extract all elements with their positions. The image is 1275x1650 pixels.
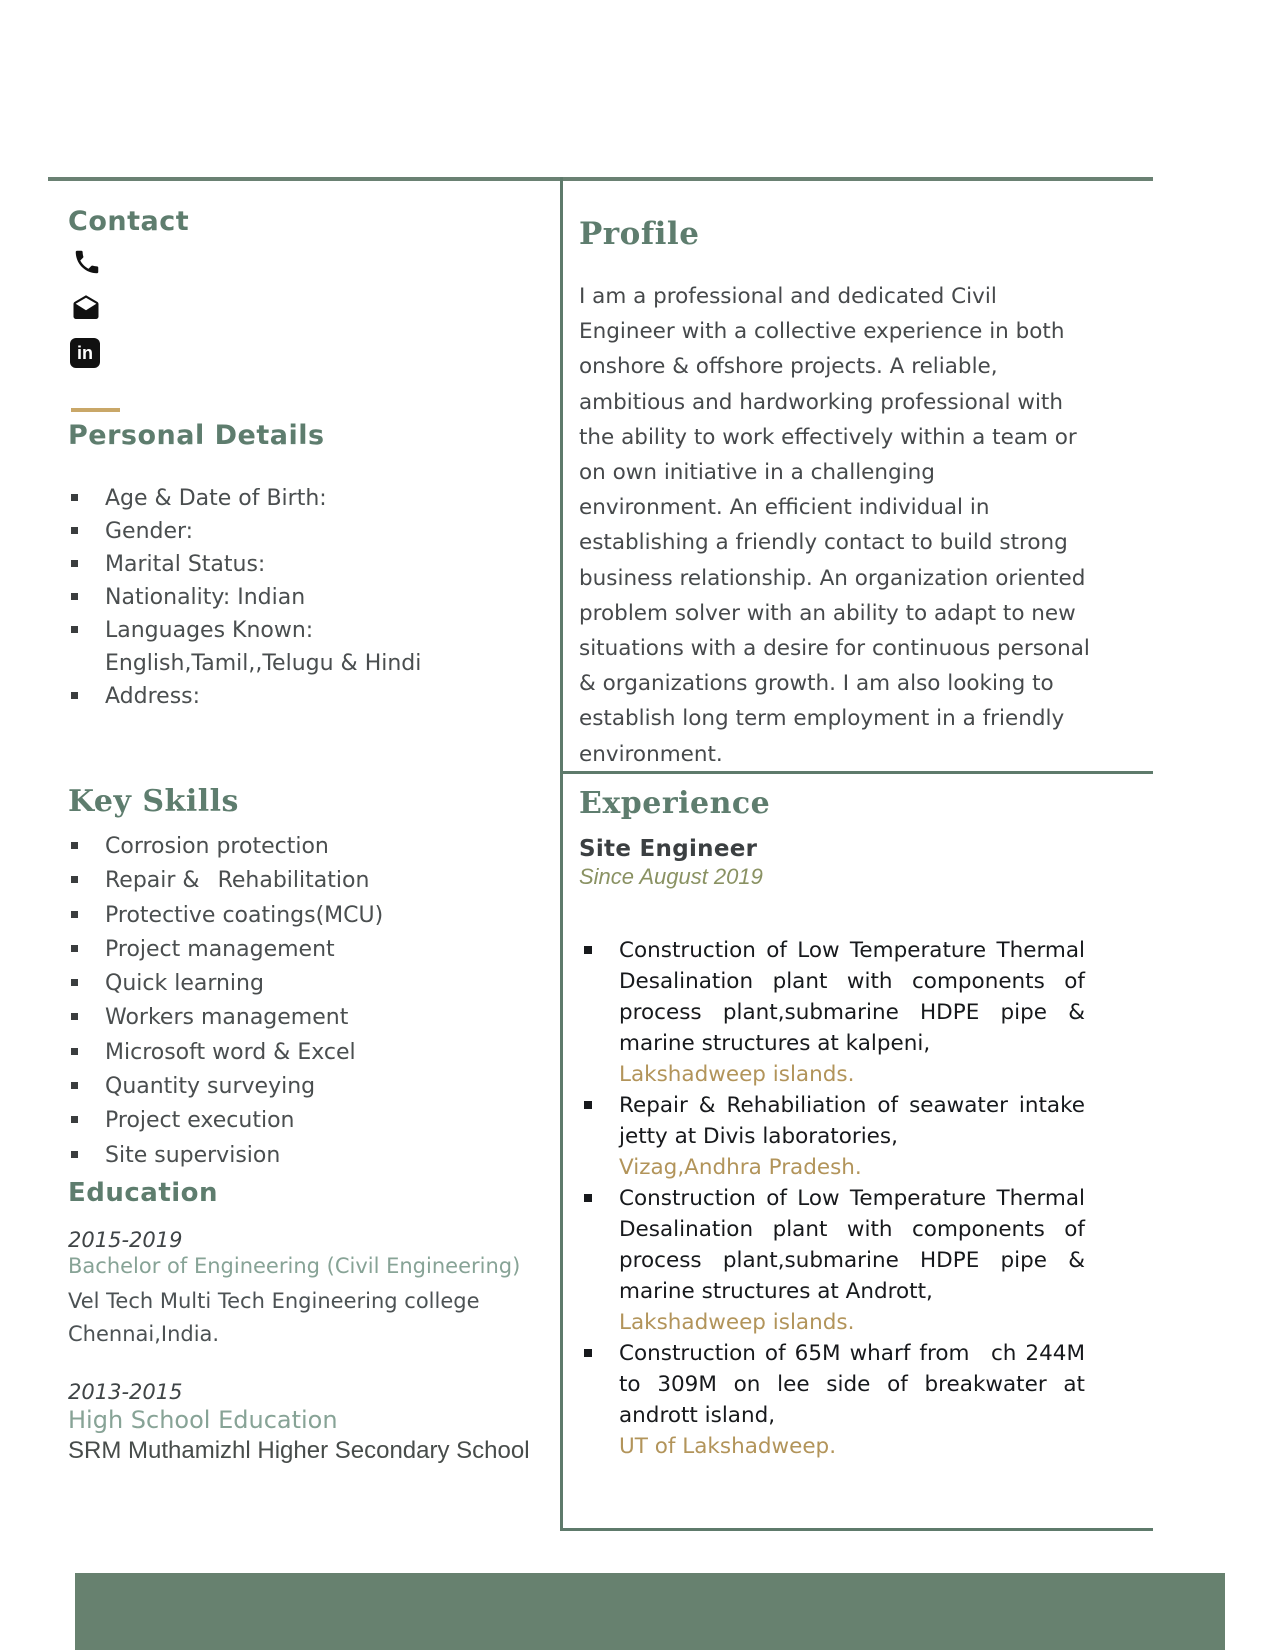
bullet-square-icon	[71, 593, 78, 600]
list-item: Age & Date of Birth:	[68, 482, 421, 515]
bullet-square-icon	[584, 1349, 592, 1357]
experience-bullet	[582, 1338, 1085, 1462]
email-icon-glyph	[70, 294, 102, 324]
experience-line: Construction of Low Temperature Thermal	[619, 1186, 1085, 1211]
personal-details-list	[68, 482, 421, 713]
experience-line: marine structures at Andrott,	[619, 1279, 933, 1304]
education-entry-school: SRM Muthamizhl Higher Secondary School	[68, 1437, 530, 1464]
list-item: Microsoft word & Excel	[68, 1036, 383, 1070]
profile-line: ambitious and hardworking professional with	[579, 389, 1063, 415]
profile-line: Engineer with a collective experience in both	[579, 319, 1065, 345]
linkedin-icon[interactable]: in	[70, 338, 100, 368]
experience-line: Construction of Low Temperature Thermal	[619, 938, 1085, 963]
education-entry-years: 2013-2015	[68, 1380, 183, 1404]
profile-line: establishing a friendly contact to build strong	[579, 530, 1068, 556]
education-entry-location: Chennai,India.	[68, 1322, 220, 1346]
phone-icon-glyph	[72, 247, 102, 277]
bullet-square-icon	[71, 692, 78, 699]
experience-location: Lakshadweep islands.	[619, 1310, 855, 1335]
top-rule	[48, 177, 1153, 181]
list-item: Nationality: Indian	[68, 581, 421, 614]
bullet-square-icon	[71, 1151, 78, 1158]
profile-line: situations with a desire for continuous personal	[579, 636, 1090, 662]
education-entry-degree: High School Education	[68, 1406, 338, 1434]
job-period: Since August 2019	[579, 864, 763, 889]
education-entry-school: Vel Tech Multi Tech Engineering college	[68, 1289, 480, 1313]
list-item: Site supervision	[68, 1139, 383, 1173]
list-item: Corrosion protection	[68, 830, 383, 864]
profile-line: onshore & offshore projects. A reliable,	[579, 354, 998, 380]
list-item: Workers management	[68, 1001, 383, 1035]
bullet-square-icon	[71, 945, 78, 952]
bullet-square-icon	[71, 979, 78, 986]
profile-line: I am a professional and dedicated Civil	[579, 284, 997, 309]
bullet-square-icon	[71, 560, 78, 567]
list-item: Marital Status:	[68, 548, 421, 581]
list-item: Address:	[68, 680, 421, 713]
key-skills-list	[68, 830, 383, 1173]
experience-line: process plant,submarine HDPE pipe &	[619, 1000, 1085, 1025]
education-entry-degree: Bachelor of Engineering (Civil Engineering)	[68, 1254, 521, 1278]
experience-line: process plant,submarine HDPE pipe &	[619, 1248, 1085, 1273]
list-item: Quick learning	[68, 967, 383, 1001]
email-icon[interactable]	[70, 294, 102, 324]
experience-bottom-border	[560, 1528, 1153, 1531]
list-item: Project management	[68, 933, 383, 967]
bullet-square-icon	[71, 1013, 78, 1020]
contact-title: Contact	[68, 206, 190, 237]
bullet-square-icon	[584, 946, 592, 954]
key-skills-title: Key Skills	[68, 784, 239, 819]
bullet-square-icon	[71, 876, 78, 883]
profile-line: environment.	[579, 741, 723, 767]
experience-line: marine structures at kalpeni,	[619, 1031, 931, 1056]
languages-sub-line: English,Tamil,,Telugu & Hindi	[105, 651, 422, 676]
job-title: Site Engineer	[579, 836, 758, 862]
profile-line: on own initiative in a challenging	[579, 460, 935, 486]
column-divider	[560, 177, 563, 1530]
profile-line: & organizations growth. I am also looking to	[579, 671, 1054, 697]
list-item: Protective coatings(MCU)	[68, 899, 383, 933]
experience-bullet	[582, 935, 1085, 1090]
profile-title: Profile	[579, 216, 700, 252]
list-item: Languages Known: English,Tamil,,Telugu & Hindi	[68, 614, 421, 680]
experience-line: Repair & Rehabiliation of seawater intake	[619, 1093, 1085, 1118]
profile-paragraph	[579, 279, 1091, 772]
bullet-square-icon	[71, 842, 78, 849]
bullet-square-icon	[71, 527, 78, 534]
experience-location: UT of Lakshadweep.	[619, 1434, 837, 1459]
list-item: Gender:	[68, 515, 421, 548]
list-item: Project execution	[68, 1104, 383, 1138]
experience-bullet	[582, 1090, 1085, 1183]
profile-line: business relationship. An organization oriented	[579, 565, 1086, 591]
gold-accent-rule	[71, 408, 120, 412]
bullet-square-icon	[71, 626, 78, 633]
list-item: Quantity surveying	[68, 1070, 383, 1104]
experience-location: Vizag,Andhra Pradesh.	[619, 1155, 862, 1180]
experience-line: jetty at Divis laboratories,	[619, 1124, 898, 1149]
experience-line: Desalination plant with components of	[619, 1217, 1085, 1242]
experience-line: to 309M on lee side of breakwater at	[619, 1372, 1085, 1397]
bullet-square-icon	[71, 494, 78, 501]
bullet-square-icon	[71, 1082, 78, 1089]
education-entry-years: 2015-2019	[68, 1228, 183, 1252]
experience-bullet	[582, 1183, 1085, 1338]
experience-line: andrott island,	[619, 1403, 776, 1428]
personal-details-title: Personal Details	[68, 420, 325, 451]
experience-line: Construction of 65M wharf from ch 244M	[619, 1341, 1085, 1366]
list-item: Repair & Rehabilitation	[68, 864, 383, 898]
profile-line: problem solver with an ability to adapt to new	[579, 600, 1076, 626]
experience-location: Lakshadweep islands.	[619, 1062, 855, 1087]
profile-line: the ability to work effectively within a team or	[579, 424, 1077, 450]
experience-title: Experience	[579, 786, 771, 821]
bullet-square-icon	[71, 911, 78, 918]
profile-line: establish long term employment in a friendly	[579, 706, 1065, 732]
education-title: Education	[68, 1178, 219, 1208]
experience-line: Desalination plant with components of	[619, 969, 1085, 994]
bullet-square-icon	[584, 1194, 592, 1202]
experience-bullet-list	[582, 935, 1085, 1462]
footer-bar	[75, 1573, 1225, 1650]
phone-icon[interactable]	[72, 247, 102, 277]
profile-line: environment. An efficient individual in	[579, 495, 990, 521]
bullet-square-icon	[71, 1116, 78, 1123]
bullet-square-icon	[584, 1101, 592, 1109]
bullet-square-icon	[71, 1048, 78, 1055]
